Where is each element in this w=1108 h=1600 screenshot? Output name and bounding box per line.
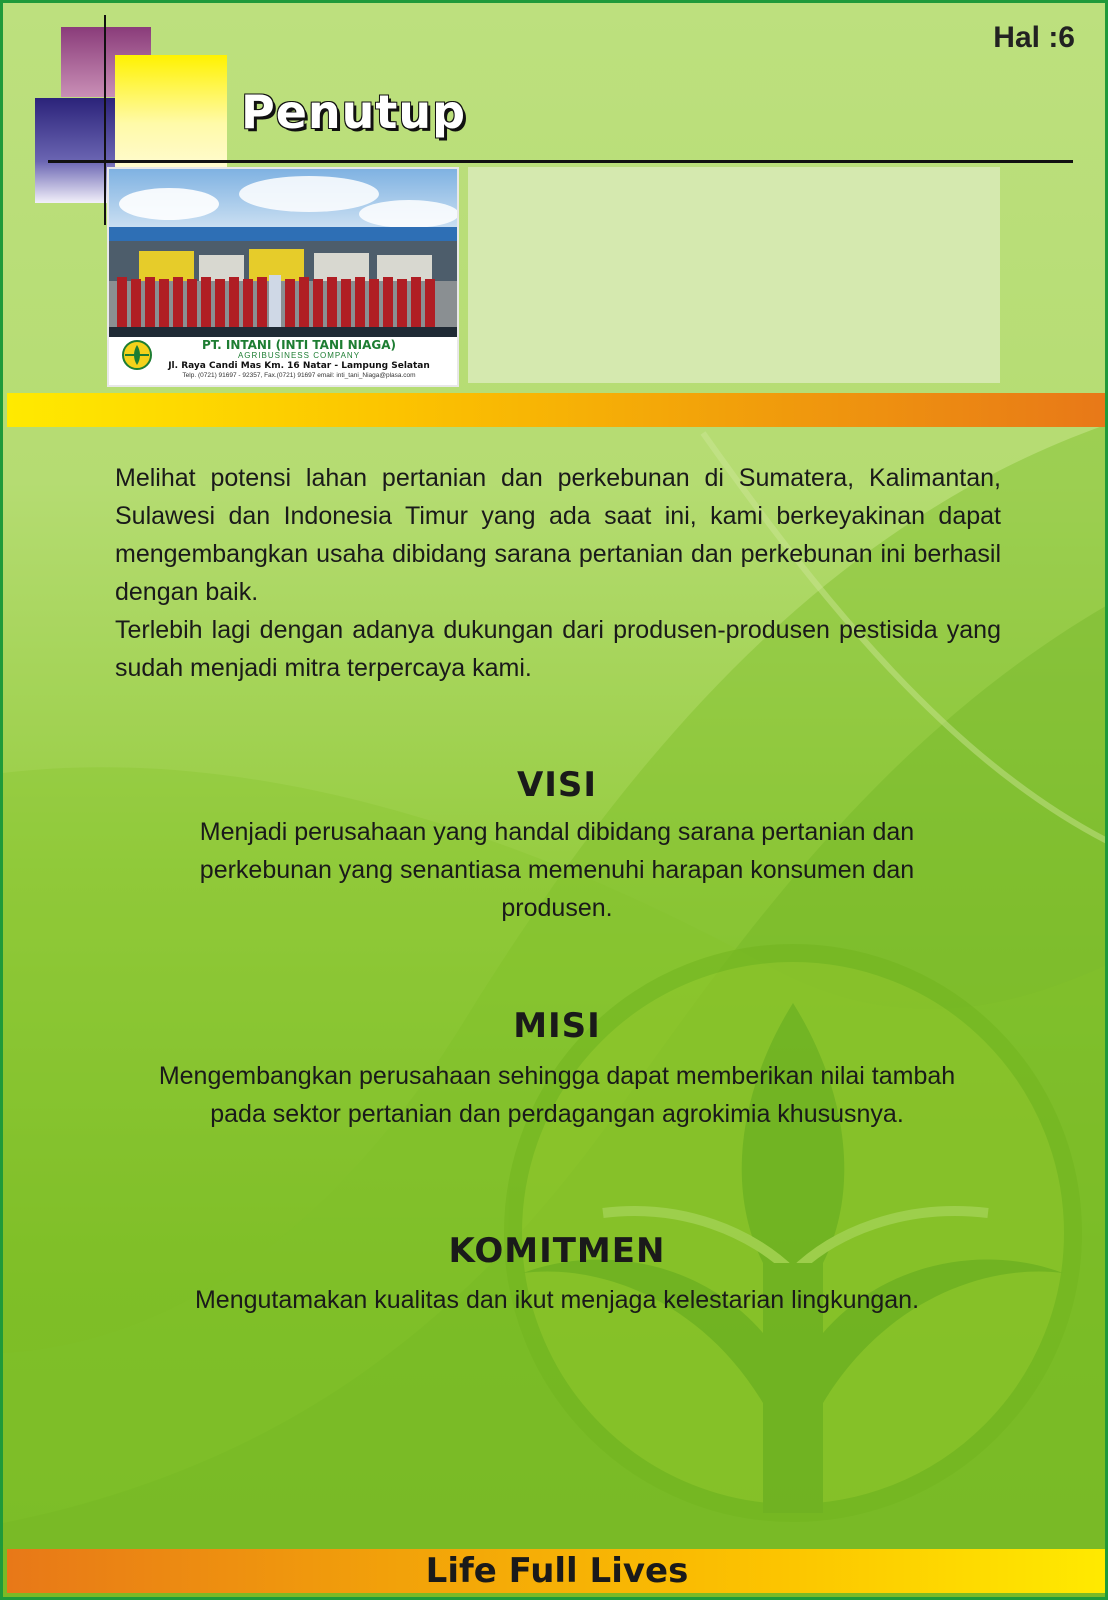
blank-text-panel <box>468 167 1000 383</box>
header-color-band <box>7 393 1107 427</box>
photo-contact: Telp. (0721) 91697 - 92357, Fax.(0721) 91697 email: inti_tani_Niaga@plasa.com <box>182 372 416 379</box>
photo-company-name: PT. INTANI (INTI TANI NIAGA) <box>201 338 397 352</box>
footer-slogan: Life Full Lives <box>425 1551 689 1591</box>
misi-heading: MISI <box>513 1006 601 1046</box>
page-number: Hal :6 <box>993 21 1075 54</box>
company-photo <box>107 167 459 387</box>
intro-paragraph-2: Terlebih lagi dengan adanya dukungan dari produsen-produsen pestisida yang sudah menjadi mitra terpercaya kami. <box>115 616 1001 682</box>
intro-section <box>115 459 1001 687</box>
komitmen-body: Mengutamakan kualitas dan ikut menjaga kelestarian lingkungan. <box>194 1286 920 1314</box>
decorative-square-navy <box>35 98 115 203</box>
decorative-vertical-line <box>104 15 106 225</box>
page-title: Penutup <box>241 85 467 139</box>
photo-tagline: AGRIBUSINESS COMPANY <box>237 351 361 360</box>
company-photo-illustration <box>109 169 457 385</box>
misi-body: Mengembangkan perusahaan sehingga dapat memberikan nilai tambah pada sektor pertanian dan perdagangan agrokimia khususnya. <box>158 1062 956 1128</box>
komitmen-heading: KOMITMEN <box>448 1231 666 1271</box>
visi-heading: VISI <box>516 765 598 805</box>
visi-body: Menjadi perusahaan yang handal dibidang sarana pertanian dan perkebunan yang senantiasa memenuhi harapan konsumen dan produsen. <box>199 818 915 922</box>
photo-address: Jl. Raya Candi Mas Km. 16 Natar - Lampung Selatan <box>168 361 430 371</box>
decorative-square-yellow <box>115 55 227 169</box>
title-underline <box>48 160 1073 163</box>
intro-paragraph-1: Melihat potensi lahan pertanian dan perkebunan di Sumatera, Kalimantan, Sulawesi dan Indonesia Timur yang ada saat ini, kami berkeyakinan dapat mengembangkan usaha dibidang sarana pertanian dan perkebunan ini berhasil dengan baik. <box>115 464 1001 606</box>
